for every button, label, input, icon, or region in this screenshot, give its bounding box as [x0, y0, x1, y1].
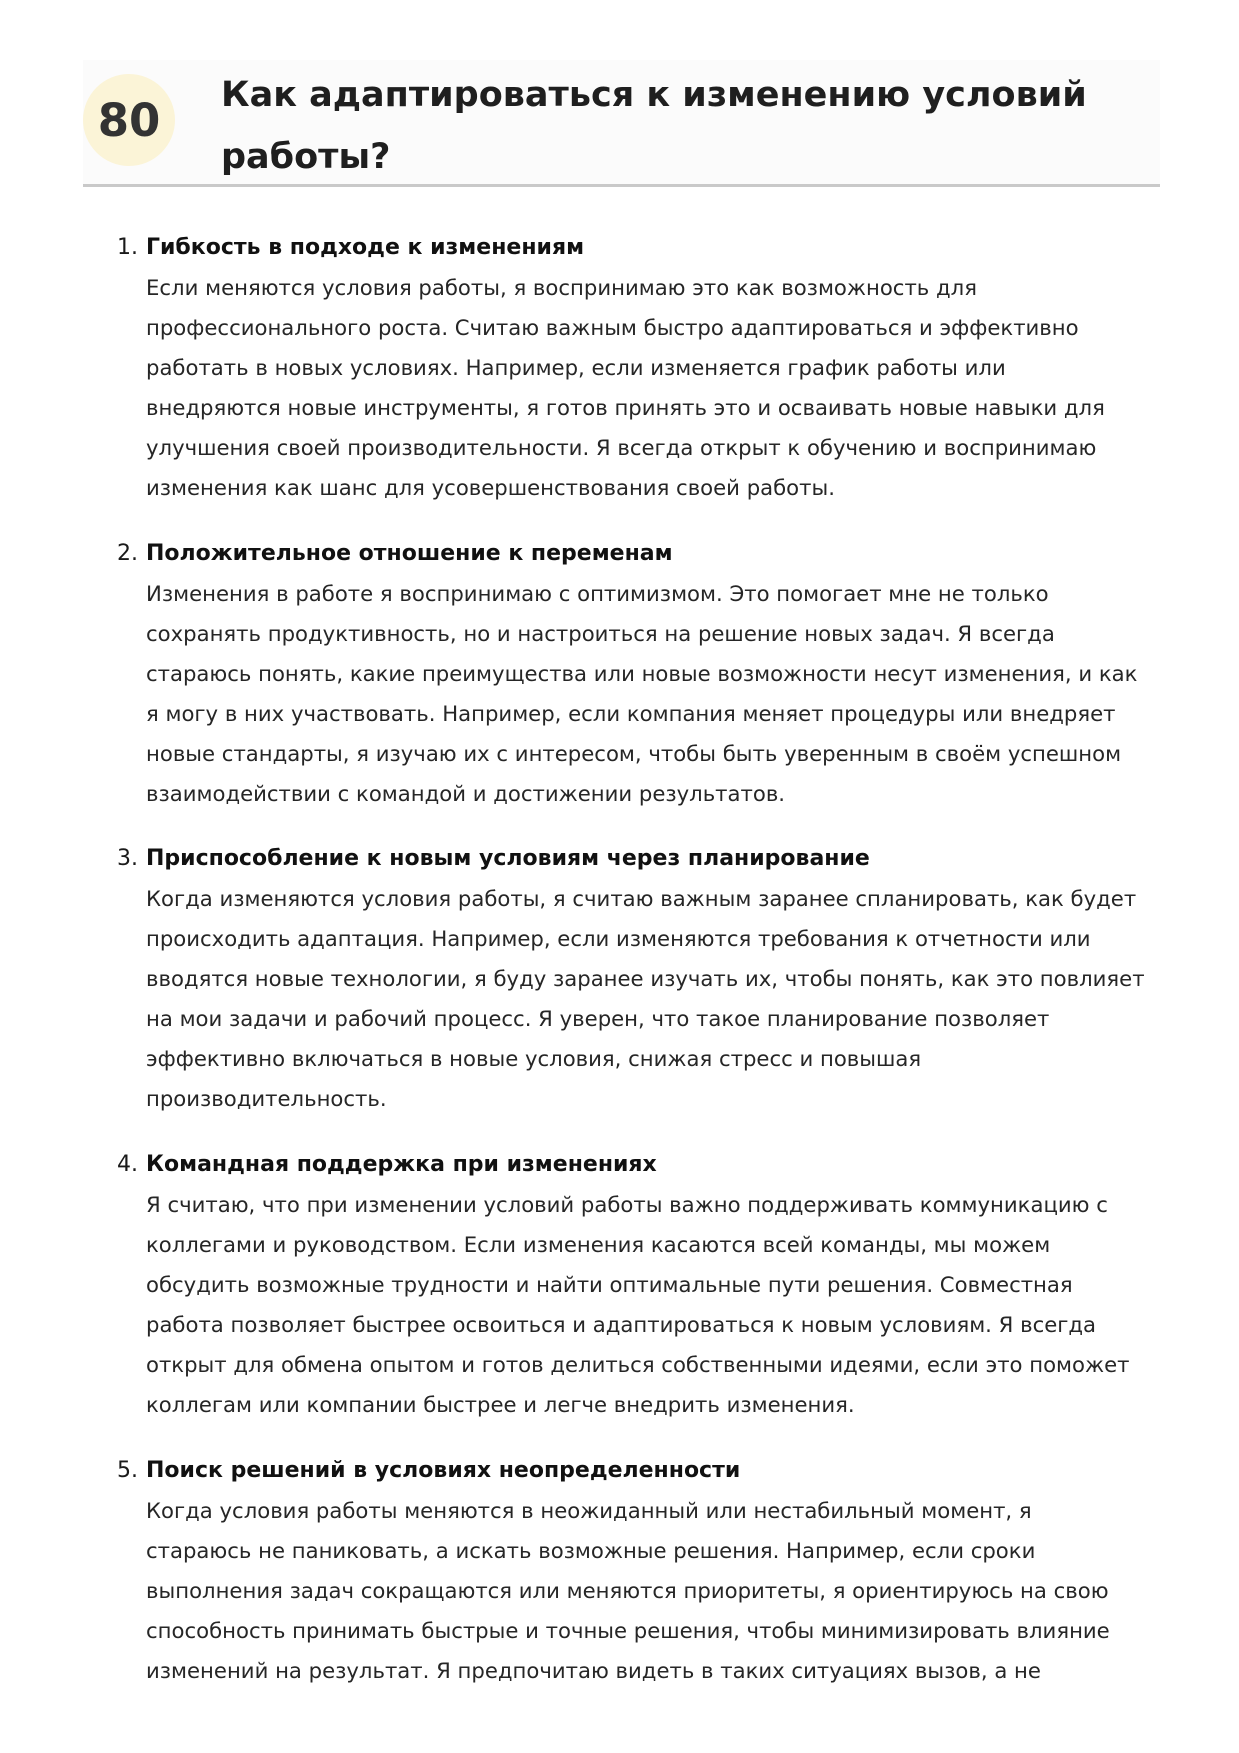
body-line: происходить адаптация. Например, если изменяются требования к отчетности или [146, 926, 1091, 951]
body-line: обсудить возможные трудности и найти оптимальные пути решения. Совместная [146, 1272, 1073, 1297]
body-line: производительность. [146, 1086, 387, 1111]
list-item-title: Положительное отношение к переменам [146, 541, 673, 566]
question-number-badge: 80 [83, 74, 175, 166]
list-item-number: 2. [117, 541, 138, 566]
list-item-number: 3. [117, 846, 138, 871]
body-line: изменений на результат. Я предпочитаю видеть в таких ситуациях вызов, а не [146, 1658, 1041, 1683]
list-item-body [146, 574, 1166, 814]
body-line: сохранять продуктивность, но и настроиться на решение новых задач. Я всегда [146, 621, 1055, 646]
list-item-title: Поиск решений в условиях неопределенности [146, 1458, 741, 1483]
list-item-number: 5. [117, 1458, 138, 1483]
title-line-1: Как адаптироваться к изменению условий [221, 75, 1087, 115]
body-line: работа позволяет быстрее освоиться и адаптироваться к новым условиям. Я всегда [146, 1312, 1097, 1337]
body-line: взаимодействии с командой и достижении результатов. [146, 781, 786, 806]
body-line: внедряются новые инструменты, я готов принять это и осваивать новые навыки для [146, 395, 1105, 420]
list-item-number: 1. [117, 235, 138, 260]
body-line: стараюсь понять, какие преимущества или новые возможности несут изменения, и как [146, 661, 1138, 686]
body-line: открыт для обмена опытом и готов делиться собственными идеями, если это поможет [146, 1352, 1130, 1377]
body-line: стараюсь не паниковать, а искать возможные решения. Например, если сроки [146, 1538, 1036, 1563]
body-line: я могу в них участвовать. Например, если компания меняет процедуры или внедряет [146, 701, 1116, 726]
title-line-2: работы? [221, 137, 391, 177]
body-line: Я считаю, что при изменении условий работы важно поддерживать коммуникацию с [146, 1192, 1108, 1217]
body-line: коллегам или компании быстрее и легче внедрить изменения. [146, 1392, 855, 1417]
list-item-title: Командная поддержка при изменениях [146, 1152, 657, 1177]
body-line: профессионального роста. Считаю важным быстро адаптироваться и эффективно [146, 315, 1079, 340]
question-title [221, 64, 1121, 188]
question-header [83, 60, 1160, 187]
body-line: Изменения в работе я воспринимаю с оптимизмом. Это помогает мне не только [146, 581, 1049, 606]
body-line: Если меняются условия работы, я воспринимаю это как возможность для [146, 275, 977, 300]
body-line: коллегами и руководством. Если изменения касаются всей команды, мы можем [146, 1232, 1051, 1257]
list-item-title: Приспособление к новым условиям через планирование [146, 846, 870, 871]
list-item-body [146, 1185, 1166, 1425]
body-line: на мои задачи и рабочий процесс. Я уверен, что такое планирование позволяет [146, 1006, 1050, 1031]
body-line: выполнения задач сокращаются или меняются приоритеты, я ориентируюсь на свою [146, 1578, 1109, 1603]
body-line: вводятся новые технологии, я буду заранее изучать их, чтобы понять, как это повлияет [146, 966, 1145, 991]
body-line: эффективно включаться в новые условия, снижая стресс и повышая [146, 1046, 922, 1071]
body-line: Когда условия работы меняются в неожиданный или нестабильный момент, я [146, 1498, 1032, 1523]
list-item-title: Гибкость в подходе к изменениям [146, 235, 585, 260]
list-item-body [146, 1491, 1166, 1691]
list-item-number: 4. [117, 1152, 138, 1177]
body-line: способность принимать быстрые и точные решения, чтобы минимизировать влияние [146, 1618, 1110, 1643]
body-line: работать в новых условиях. Например, если изменяется график работы или [146, 355, 1006, 380]
body-line: Когда изменяются условия работы, я считаю важным заранее спланировать, как будет [146, 886, 1137, 911]
body-line: изменения как шанс для усовершенствования своей работы. [146, 475, 835, 500]
list-item-body [146, 268, 1166, 508]
list-item-body [146, 879, 1166, 1119]
body-line: улучшения своей производительности. Я всегда открыт к обучению и воспринимаю [146, 435, 1097, 460]
body-line: новые стандарты, я изучаю их с интересом, чтобы быть уверенным в своём успешном [146, 741, 1122, 766]
